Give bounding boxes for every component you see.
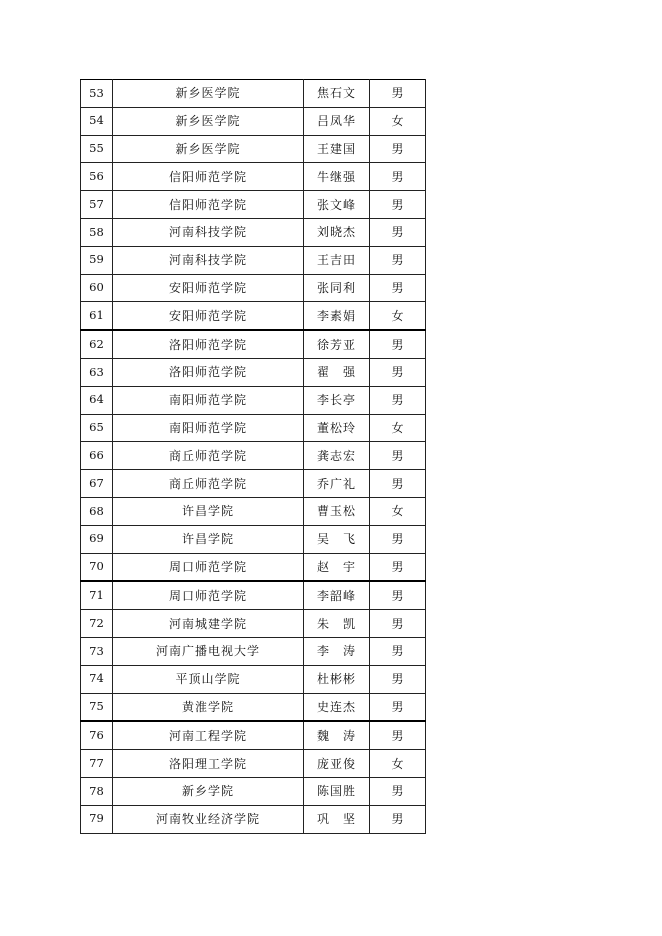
table-row xyxy=(81,358,426,386)
name-cell: 徐芳亚 xyxy=(304,330,370,358)
school-cell: 河南工程学院 xyxy=(113,721,304,749)
name-cell: 曹玉松 xyxy=(304,497,370,525)
table-row xyxy=(81,163,426,191)
name-cell: 王吉田 xyxy=(304,246,370,274)
gender-cell: 男 xyxy=(370,470,426,498)
gender-cell: 男 xyxy=(370,80,426,108)
table-row xyxy=(81,693,426,721)
gender-cell: 男 xyxy=(370,665,426,693)
gender-cell: 男 xyxy=(370,525,426,553)
school-cell: 新乡学院 xyxy=(113,777,304,805)
school-cell: 商丘师范学院 xyxy=(113,470,304,498)
row-number: 57 xyxy=(81,191,113,219)
table-row xyxy=(81,107,426,135)
row-number: 54 xyxy=(81,107,113,135)
gender-cell: 男 xyxy=(370,191,426,219)
school-cell: 新乡医学院 xyxy=(113,107,304,135)
row-number: 78 xyxy=(81,777,113,805)
gender-cell: 男 xyxy=(370,386,426,414)
school-cell: 许昌学院 xyxy=(113,525,304,553)
gender-cell: 男 xyxy=(370,777,426,805)
name-cell: 赵 宇 xyxy=(304,553,370,581)
school-cell: 安阳师范学院 xyxy=(113,302,304,330)
gender-cell: 女 xyxy=(370,750,426,778)
school-cell: 周口师范学院 xyxy=(113,553,304,581)
school-cell: 平顶山学院 xyxy=(113,665,304,693)
row-number: 74 xyxy=(81,665,113,693)
table-row xyxy=(81,302,426,330)
row-number: 77 xyxy=(81,750,113,778)
name-cell: 杜彬彬 xyxy=(304,665,370,693)
school-cell: 信阳师范学院 xyxy=(113,163,304,191)
name-cell: 刘晓杰 xyxy=(304,218,370,246)
name-cell: 魏 涛 xyxy=(304,721,370,749)
gender-cell: 男 xyxy=(370,358,426,386)
name-cell: 朱 凯 xyxy=(304,610,370,638)
gender-cell: 男 xyxy=(370,163,426,191)
table-row xyxy=(81,218,426,246)
table-row xyxy=(81,805,426,833)
name-cell: 张文峰 xyxy=(304,191,370,219)
school-cell: 安阳师范学院 xyxy=(113,274,304,302)
row-number: 53 xyxy=(81,80,113,108)
name-cell: 吴 飞 xyxy=(304,525,370,553)
school-cell: 洛阳师范学院 xyxy=(113,358,304,386)
name-cell: 史连杰 xyxy=(304,693,370,721)
school-cell: 商丘师范学院 xyxy=(113,442,304,470)
table-row xyxy=(81,581,426,609)
table-row xyxy=(81,721,426,749)
school-cell: 河南城建学院 xyxy=(113,610,304,638)
school-cell: 河南科技学院 xyxy=(113,218,304,246)
gender-cell: 男 xyxy=(370,274,426,302)
table-row xyxy=(81,525,426,553)
gender-cell: 男 xyxy=(370,553,426,581)
row-number: 64 xyxy=(81,386,113,414)
name-cell: 李 涛 xyxy=(304,637,370,665)
table-row xyxy=(81,414,426,442)
table-row xyxy=(81,191,426,219)
name-cell: 焦石文 xyxy=(304,80,370,108)
table-row xyxy=(81,330,426,358)
table-row xyxy=(81,610,426,638)
gender-cell: 女 xyxy=(370,107,426,135)
table-row xyxy=(81,274,426,302)
table-row xyxy=(81,665,426,693)
name-cell: 巩 坚 xyxy=(304,805,370,833)
name-cell: 吕凤华 xyxy=(304,107,370,135)
gender-cell: 男 xyxy=(370,218,426,246)
table-row xyxy=(81,80,426,108)
table-row xyxy=(81,246,426,274)
gender-cell: 女 xyxy=(370,302,426,330)
row-number: 61 xyxy=(81,302,113,330)
name-cell: 董松玲 xyxy=(304,414,370,442)
table-row xyxy=(81,442,426,470)
row-number: 65 xyxy=(81,414,113,442)
row-number: 56 xyxy=(81,163,113,191)
school-cell: 黄淮学院 xyxy=(113,693,304,721)
school-cell: 南阳师范学院 xyxy=(113,386,304,414)
table-row xyxy=(81,470,426,498)
row-number: 68 xyxy=(81,497,113,525)
gender-cell: 男 xyxy=(370,637,426,665)
school-cell: 河南广播电视大学 xyxy=(113,637,304,665)
row-number: 72 xyxy=(81,610,113,638)
row-number: 55 xyxy=(81,135,113,163)
name-cell: 李素娟 xyxy=(304,302,370,330)
name-cell: 庞亚俊 xyxy=(304,750,370,778)
table-row xyxy=(81,386,426,414)
name-cell: 王建国 xyxy=(304,135,370,163)
row-number: 73 xyxy=(81,637,113,665)
row-number: 67 xyxy=(81,470,113,498)
gender-cell: 男 xyxy=(370,805,426,833)
name-cell: 李长亭 xyxy=(304,386,370,414)
school-cell: 新乡医学院 xyxy=(113,135,304,163)
roster-table xyxy=(80,79,426,834)
gender-cell: 男 xyxy=(370,610,426,638)
school-cell: 周口师范学院 xyxy=(113,581,304,609)
table-row xyxy=(81,750,426,778)
name-cell: 翟 强 xyxy=(304,358,370,386)
row-number: 71 xyxy=(81,581,113,609)
gender-cell: 男 xyxy=(370,693,426,721)
row-number: 69 xyxy=(81,525,113,553)
school-cell: 南阳师范学院 xyxy=(113,414,304,442)
school-cell: 新乡医学院 xyxy=(113,80,304,108)
gender-cell: 男 xyxy=(370,246,426,274)
row-number: 66 xyxy=(81,442,113,470)
school-cell: 河南科技学院 xyxy=(113,246,304,274)
gender-cell: 男 xyxy=(370,330,426,358)
name-cell: 张同利 xyxy=(304,274,370,302)
roster-table-body xyxy=(81,80,426,834)
row-number: 63 xyxy=(81,358,113,386)
gender-cell: 女 xyxy=(370,414,426,442)
row-number: 75 xyxy=(81,693,113,721)
school-cell: 信阳师范学院 xyxy=(113,191,304,219)
school-cell: 许昌学院 xyxy=(113,497,304,525)
name-cell: 牛继强 xyxy=(304,163,370,191)
school-cell: 洛阳理工学院 xyxy=(113,750,304,778)
gender-cell: 男 xyxy=(370,442,426,470)
row-number: 79 xyxy=(81,805,113,833)
row-number: 60 xyxy=(81,274,113,302)
gender-cell: 男 xyxy=(370,581,426,609)
row-number: 62 xyxy=(81,330,113,358)
table-row xyxy=(81,497,426,525)
gender-cell: 男 xyxy=(370,135,426,163)
row-number: 58 xyxy=(81,218,113,246)
table-row xyxy=(81,135,426,163)
row-number: 76 xyxy=(81,721,113,749)
table-row xyxy=(81,637,426,665)
name-cell: 乔广礼 xyxy=(304,470,370,498)
row-number: 70 xyxy=(81,553,113,581)
row-number: 59 xyxy=(81,246,113,274)
gender-cell: 女 xyxy=(370,497,426,525)
gender-cell: 男 xyxy=(370,721,426,749)
name-cell: 龚志宏 xyxy=(304,442,370,470)
school-cell: 河南牧业经济学院 xyxy=(113,805,304,833)
table-row xyxy=(81,553,426,581)
table-row xyxy=(81,777,426,805)
school-cell: 洛阳师范学院 xyxy=(113,330,304,358)
name-cell: 李韶峰 xyxy=(304,581,370,609)
name-cell: 陈国胜 xyxy=(304,777,370,805)
